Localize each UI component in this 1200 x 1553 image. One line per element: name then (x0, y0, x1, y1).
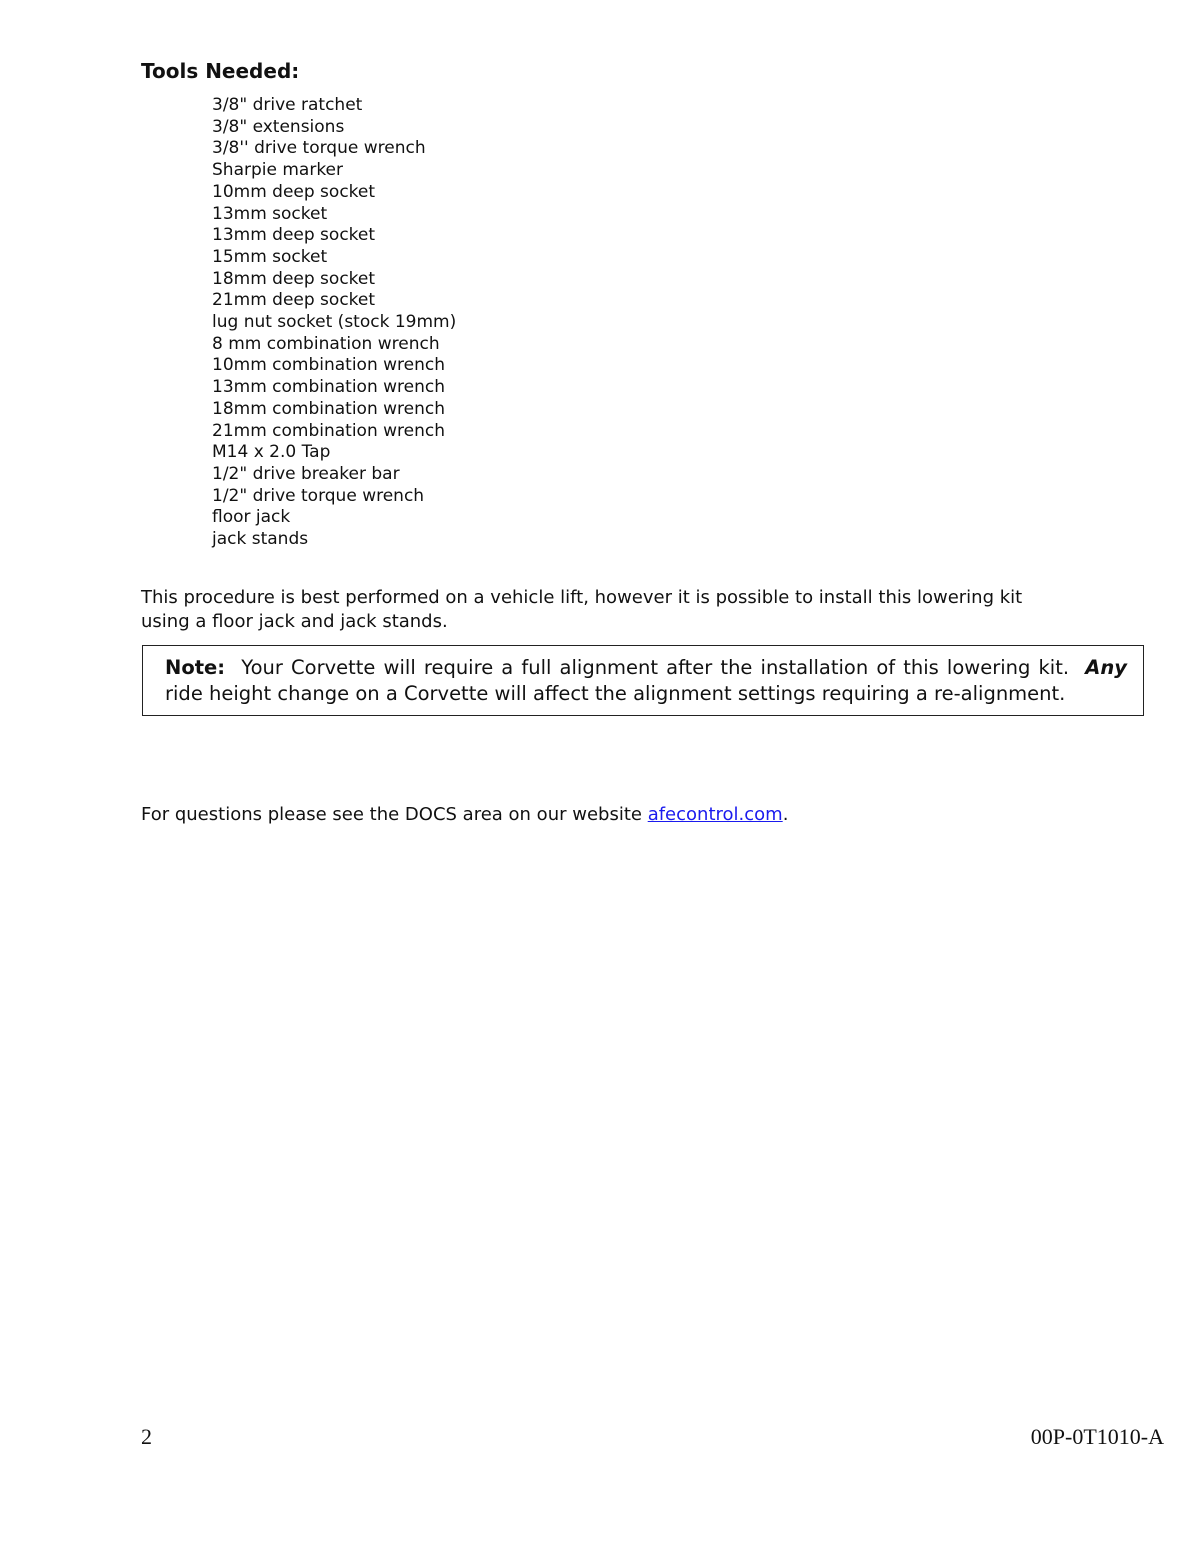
tool-item: 3/8'' drive torque wrench (212, 138, 426, 159)
document-code: 00P-0T1010-A (1030, 1424, 1164, 1449)
tool-item: 3/8" drive ratchet (212, 95, 363, 115)
tool-item: 10mm deep socket (212, 181, 376, 202)
note-emphasis: Any (1085, 656, 1127, 679)
tool-item: 18mm deep socket (212, 268, 376, 289)
questions-text: For questions please see the DOCS area on our website (141, 804, 642, 825)
tool-item: 21mm deep socket (212, 290, 376, 311)
tool-item: jack stands (212, 529, 309, 550)
questions-period: . (782, 804, 789, 825)
questions-line (141, 803, 788, 827)
tool-item: lug nut socket (stock 19mm) (212, 312, 457, 333)
tool-item: floor jack (212, 507, 291, 528)
tool-item: 8 mm combination wrench (212, 333, 440, 354)
tool-item: 13mm socket (212, 203, 328, 224)
tool-item: Sharpie marker (212, 160, 344, 181)
tool-item: 13mm combination wrench (212, 377, 446, 398)
procedure-line-1: This procedure is best performed on a vehicle lift, however it is possible to install this lowering kit (141, 587, 1023, 608)
tool-item: 15mm socket (212, 246, 328, 267)
tools-list (212, 95, 456, 551)
tool-item: 1/2" drive torque wrench (212, 485, 425, 506)
note-text-part-2: ride height change on a Corvette will affect the alignment settings requiring a re-alignment. (165, 682, 1066, 705)
procedure-line-2: using a floor jack and jack stands. (141, 611, 448, 632)
tools-heading: Tools Needed: (141, 59, 300, 83)
tool-item: 13mm deep socket (212, 225, 376, 246)
tool-item: 1/2" drive breaker bar (212, 463, 400, 484)
alignment-note-box (142, 645, 1144, 716)
tool-item: 21mm combination wrench (212, 420, 446, 441)
tool-item: M14 x 2.0 Tap (212, 442, 331, 463)
tool-item: 3/8" extensions (212, 116, 345, 137)
tool-item: 18mm combination wrench (212, 398, 446, 419)
tool-item: 10mm combination wrench (212, 355, 446, 376)
note-label: Note: (165, 656, 226, 679)
page-number: 2 (141, 1424, 152, 1449)
procedure-paragraph (141, 586, 1101, 634)
note-text-part-1: Your Corvette will require a full alignment after the installation of this lowering kit. (241, 656, 1070, 679)
website-link[interactable]: afecontrol.com (647, 804, 783, 825)
alignment-note-text (165, 655, 1127, 707)
